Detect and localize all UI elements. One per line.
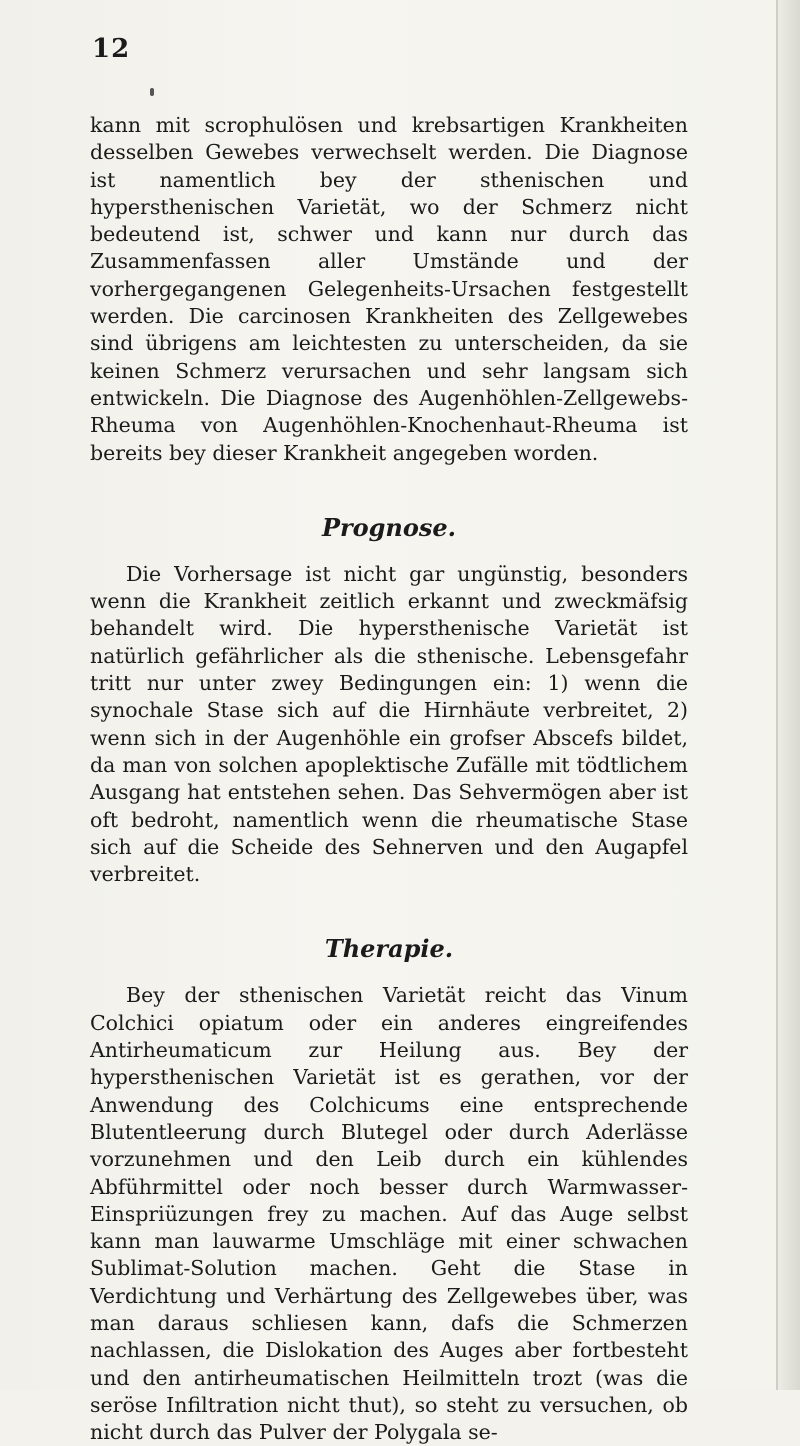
text-column xyxy=(90,112,688,1446)
page-edge-shadow xyxy=(776,0,800,1390)
intro-paragraph: kann mit scrophulösen und krebsartigen Krankheiten desselben Gewebes verwechselt werden. Die Diagnose ist namentlich bey der sthenischen und hypersthenischen Varietät, wo der Schmerz nicht bedeutend ist, schwer und kann nur durch das Zusammenfassen aller Umstände und der vorhergegangenen Gelegenheits-Ursachen festgestellt werden. Die carcinosen Krankheiten des Zellgewebes sind übrigens am leichtesten zu unterscheiden, da sie keinen Schmerz verursachen und sehr langsam sich entwickeln. Die Diagnose des Augenhöhlen-Zellgewebs-Rheuma von Augenhöhlen-Knochenhaut-Rheuma ist bereits bey dieser Krankheit angegeben worden. xyxy=(90,113,688,465)
page-number: 12 xyxy=(92,34,131,64)
section-heading-prognose: Prognose. xyxy=(321,512,457,542)
prognose-paragraph: Die Vorhersage ist nicht gar ungünstig, besonders wenn die Krankheit zeitlich erkannt und zweckmäfsig behandelt wird. Die hypersthenische Varietät ist natürlich gefährlicher als die sthenische. Lebensgefahr tritt nur unter zwey Bedingungen ein: 1) wenn die synochale Stase sich auf die Hirnhäute verbreitet, 2) wenn sich in der Augenhöhle ein grofser Abscefs bildet, da man von solchen apoplektische Zufälle mit tödtlichem Ausgang hat entstehen sehen. Das Sehvermögen aber ist oft bedroht, namentlich wenn die rheumatische Stase sich auf die Scheide des Sehnerven und den Augapfel verbreitet. xyxy=(90,561,688,887)
section-heading-therapie: Therapie. xyxy=(324,934,454,964)
therapie-paragraph: Bey der sthenischen Varietät reicht das Vinum Colchici opiatum oder ein anderes eingreifendes Antirheumaticum zur Heilung aus. Bey der hypersthenischen Varietät ist es gerathen, vor der Anwendung des Colchicums eine entsprechende Blutentleerung durch Blutegel oder durch Aderlässe vorzunehmen und den Leib durch ein kühlendes Abführmittel oder noch besser durch Warmwasser-Einspriüzungen frey zu machen. Auf das Auge selbst kann man lauwarme Umschläge mit einer schwachen Sublimat-Solution machen. Geht die Stase in Verdichtung und Verhärtung des Zellgewebes über, was man daraus schliesen kann, dafs die Schmerzen nachlassen, die Dislokation des Auges aber fortbesteht und den antirheumatischen Heilmitteln trozt (was die seröse Infiltration nicht thut), so steht zu versuchen, ob nicht durch das Pulver der Polygala se- xyxy=(90,983,688,1445)
print-speck xyxy=(150,88,154,96)
